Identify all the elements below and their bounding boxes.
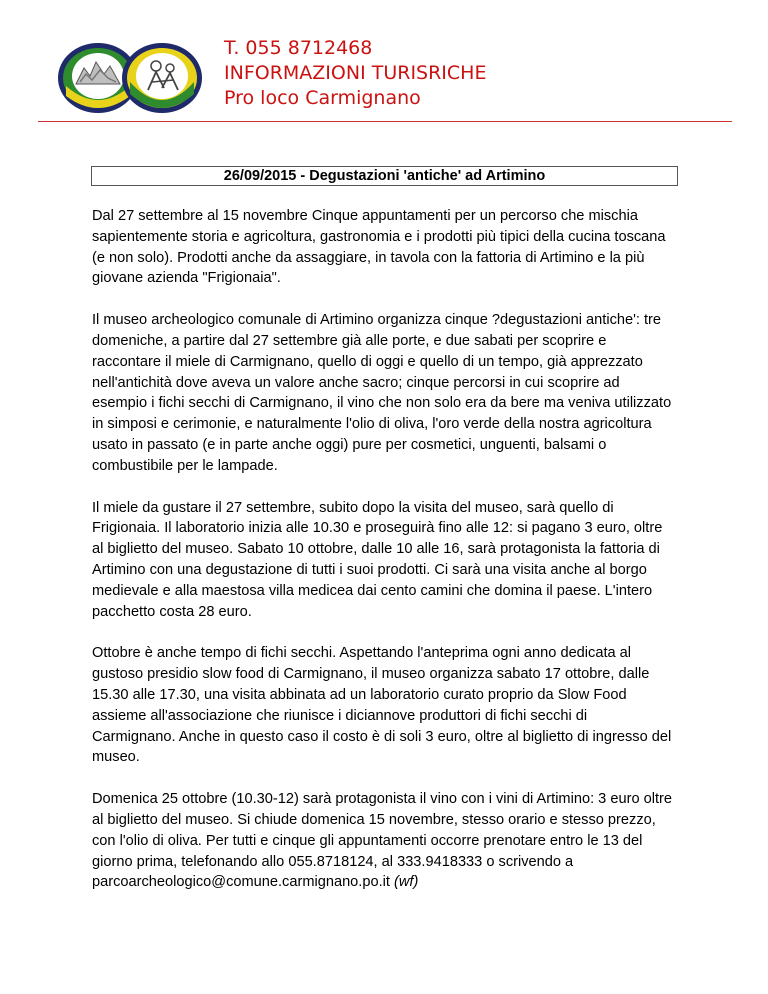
phone-number: T. 055 8712468 bbox=[224, 37, 373, 59]
article-paragraph: Il miele da gustare il 27 settembre, subito dopo la visita del museo, sarà quello di Frigionaia. Il laboratorio inizia alle 10.30 e proseguirà fino alle 12: si pagano 3 euro, oltre al biglietto del museo. Sabato 10 ottobre, dalle 10 alle 16, sarà protagonista la fattoria di Artimino con una degustazione di tutti i suoi prodotti. Ci sarà una visita anche al borgo medievale e alla maestosa villa medicea dai cento camini che domina il paese. L'intero pacchetto costa 28 euro. bbox=[92, 499, 663, 620]
header-divider bbox=[38, 121, 732, 122]
article-paragraph-last bbox=[92, 789, 672, 893]
last-paragraph-text: Domenica 25 ottobre (10.30-12) sarà protagonista il vino con i vini di Artimino: 3 euro oltre al biglietto del museo. Si chiude domenica 15 novembre, stesso orario e stesso prezzo, con l'olio di oliva. Per tutti e cinque gli appuntamenti occorre prenotare entro le 13 del giorno prima, telefonando allo 055.8718124, al 333.9418333 o scrivendo a parcoarcheologico@comune.carmignano.po.it bbox=[92, 791, 673, 891]
article-paragraph: Il museo archeologico comunale di Artimino organizza cinque ?degustazioni antiche': tre domeniche, a partire dal 27 settembre già alle porte, e due sabati per scoprire e raccontare il miele di Carmignano, quello di oggi e quello di un tempo, già apprezzato nell'antichità dove aveva un valore anche sacro; cinque percorsi in cui scoprire ad esempio i fichi secchi di Carmignano, il vino che non solo era da bere ma veniva utilizzato in simposi e cerimonie, e naturalmente l'olio di oliva, l'oro verde della nostra agricoltura usato in passato (e in parte anche oggi) pure per cosmetici, unguenti, balsami o combustibile per le lampade. bbox=[92, 312, 672, 474]
logo-icon bbox=[56, 38, 206, 118]
article-body bbox=[92, 206, 672, 914]
author-signature: (wf) bbox=[394, 874, 419, 891]
info-label: INFORMAZIONI TURISRICHE bbox=[224, 62, 487, 84]
article-title: 26/09/2015 - Degustazioni 'antiche' ad Artimino bbox=[223, 168, 546, 184]
page-header bbox=[0, 0, 768, 130]
article-title-box bbox=[91, 166, 678, 186]
article-paragraph: Ottobre è anche tempo di fichi secchi. Aspettando l'anteprima ogni anno dedicata al gustoso presidio slow food di Carmignano, il museo organizza sabato 17 ottobre, dalle 15.30 alle 17.30, una visita abbinata ad un laboratorio curato proprio da Slow Food assieme all'associazione che riunisce i diciannove produttori di fichi secchi di Carmignano. Anche in questo caso il costo è di soli 3 euro, oltre al biglietto di ingresso del museo. bbox=[92, 645, 672, 766]
pro-loco-logos bbox=[56, 38, 206, 118]
article-paragraph: Dal 27 settembre al 15 novembre Cinque appuntamenti per un percorso che mischia sapientemente storia e agricoltura, gastronomia e i prodotti più tipici della cucina toscana (e non solo). Prodotti anche da assaggiare, in tavola con la fattoria di Artimino e la più giovane azienda "Frigionaia". bbox=[92, 208, 666, 287]
contact-block bbox=[224, 36, 486, 111]
org-name: Pro loco Carmignano bbox=[224, 87, 421, 109]
